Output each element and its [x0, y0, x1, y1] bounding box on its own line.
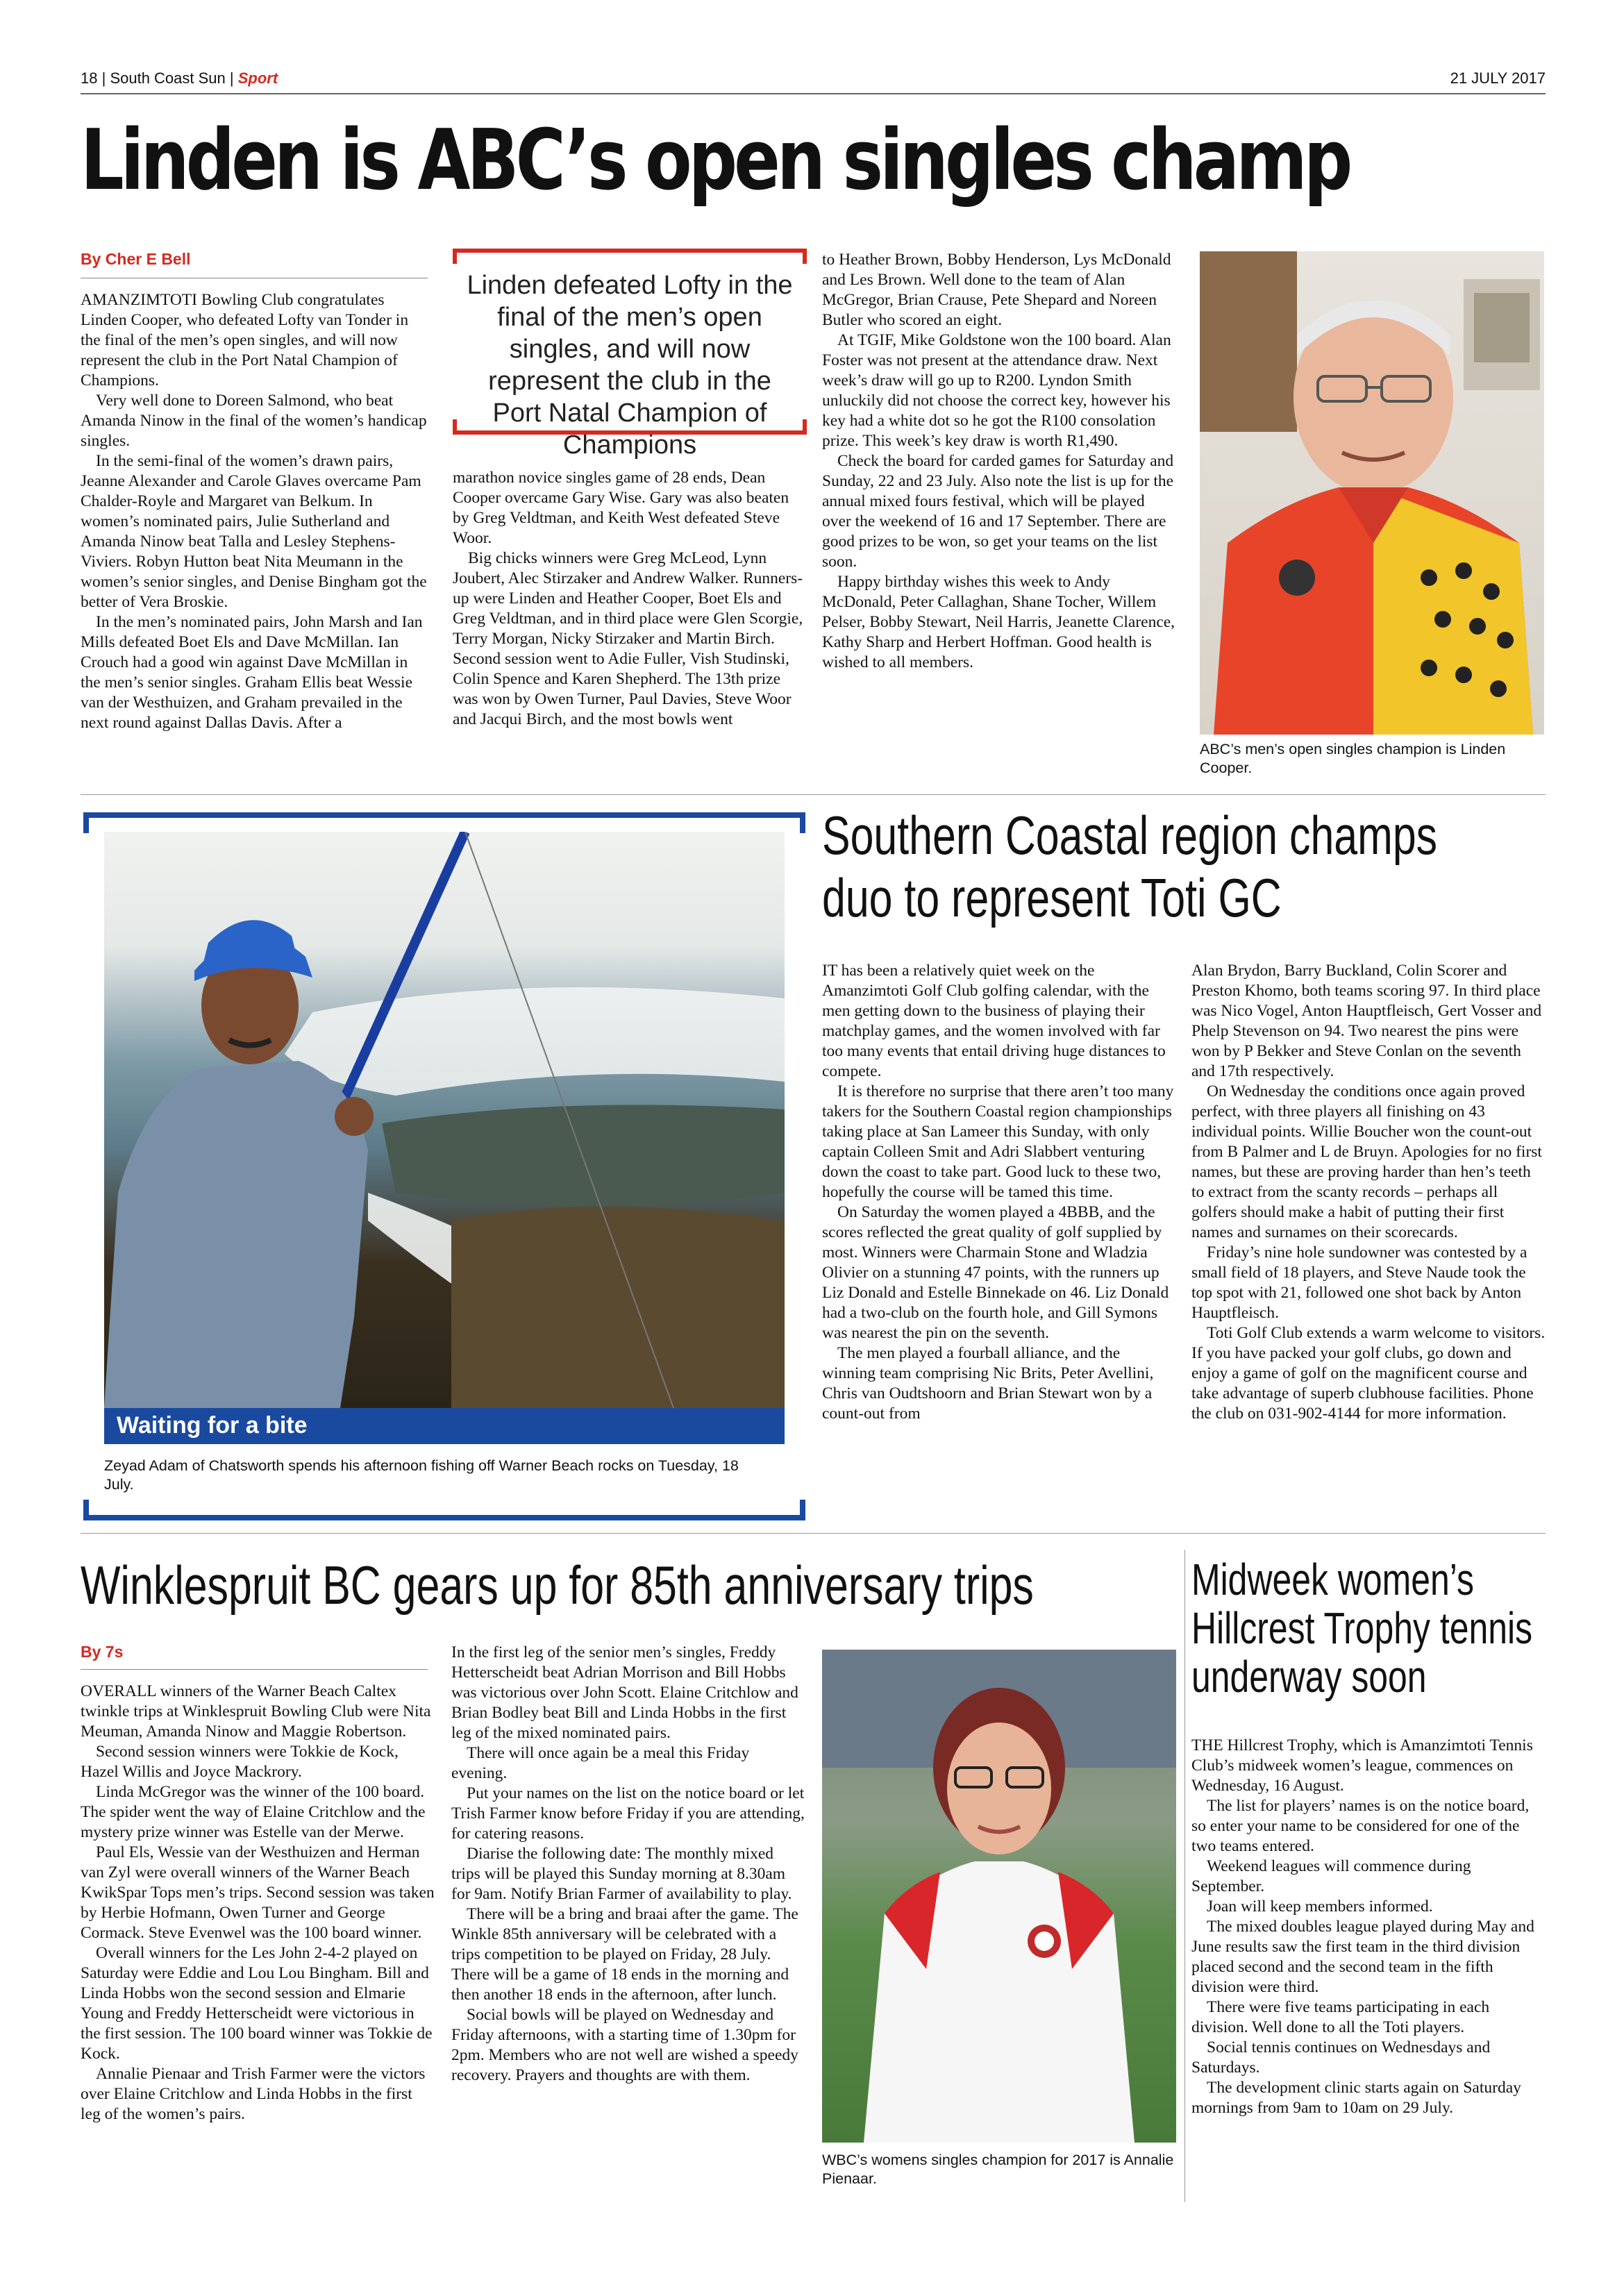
photo-feature-frame — [83, 812, 805, 833]
paragraph: Overall winners for the Les John 2-4-2 played on Saturday were Eddie and Lou Lou Bingham. Bill and Linda Hobbs won the second session and Elmarie Young and Freddy Hetterscheidt were victorious in the first session. The 100 board winner was Tokkie de Kock. — [81, 1944, 433, 2063]
article1-col1 — [81, 290, 428, 733]
article4-headline-line1: Midweek women’s — [1191, 1555, 1474, 1604]
paragraph: At TGIF, Mike Goldstone won the 100 board. Alan Foster was not present at the attendance draw. Next week’s draw will go up to R200. Lyndon Smith unluckily did not choose the correct key, however his key had a white dot so he got the R100 consolation prize. This week’s key draw is worth R1,490. — [822, 331, 1171, 450]
paragraph: It is therefore no surprise that there aren’t too many takers for the Southern Coastal region championships taking place at San Lameer this Sunday, with only captain Colleen Smit and Adri Slabbert venturing down the coast to take part. Good luck to these two, hopefully the course will be tamed this time. — [822, 1082, 1174, 1201]
photo-feature-title: Waiting for a bite — [117, 1412, 308, 1439]
paragraph: The list for players’ names is on the notice board, so enter your name to be considered for one of the two teams entered. — [1191, 1797, 1530, 1855]
paragraph: OVERALL winners of the Warner Beach Caltex twinkle trips at Winklespruit Bowling Club were Nita Meuman, Amanda Ninow and Maggie Robertson. — [81, 1682, 431, 1741]
linden-photo-caption: ABC’s men’s open singles champion is Linden Cooper. — [1200, 741, 1506, 776]
paragraph: In the first leg of the senior men’s singles, Freddy Hetterscheidt beat Adrian Morrison and Bill Hobbs was victorious over John Scott. Elaine Critchlow and Brian Bodley beat Bill and Linda Hobbs in the first leg of the mixed nominated pairs. — [451, 1643, 798, 1742]
article1-headline: Linden is ABC’s open singles champ — [81, 112, 1350, 209]
article3-headline: Winklespruit BC gears up for 85th anniversary trips — [81, 1555, 1034, 1616]
paragraph: The development clinic starts again on Saturday mornings from 9am to 10am on 29 July. — [1191, 2079, 1521, 2117]
article4-headline-line2: Hillcrest Trophy tennis — [1191, 1603, 1533, 1653]
paragraph: Big chicks winners were Greg McLeod, Lynn Joubert, Alec Stirzaker and Andrew Walker. Runners-up were Linden and Heather Cooper, Boet Els and Greg Veldtman, and in third place were Glen Scorgie, Terry Morgan, Nicky Stirzaker and Martin Birch. Second session went to Adie Fuller, Vish Studinski, Colin Spence and Karen Shepherd. The 13th prize was won by Owen Turner, Paul Davies, Steve Woor and Jacqui Birch, and the most bowls went — [453, 549, 803, 728]
section-rule-1 — [81, 794, 1546, 795]
paragraph: Annalie Pienaar and Trish Farmer were the victors over Elaine Critchlow and Linda Hobbs in the first leg of the women’s pairs. — [81, 2065, 426, 2123]
paragraph: marathon novice singles game of 28 ends, Dean Cooper overcame Gary Wise. Gary was also beaten by Greg Veldtman, and Keith West defeated Steve Woor. — [453, 469, 789, 547]
paragraph: In the semi-final of the women’s drawn pairs, Jeanne Alexander and Carole Glaves overcame Pam Chalder-Royle and Margaret van Belkum. In women’s nominated pairs, Julie Sutherland and Amanda Ninow beat Talla and Lesley Stephens-Viviers. Robyn Hutton beat Nita Meumann in the women’s senior singles, and Denise Bingham got the better of Vera Broskie. — [81, 452, 427, 611]
paragraph: On Wednesday the conditions once again proved perfect, with three players all finishing on 43 individual points. Willie Boucher won the count-out from B Palmer and L de Bruyn. Apologies for no first names, but these are proving harder than hen’s teeth to extract from the scanty records – perhaps all golfers should make a habit of putting their first names and surnames on their scorecards. — [1191, 1082, 1542, 1241]
page-header: 18 | South Coast Sun | Sport 21 JULY 2017 — [81, 69, 1546, 87]
annalie-pienaar-photo — [822, 1650, 1176, 2143]
pullquote-bracket-bottom — [453, 419, 807, 435]
photo-feature-frame-bottom — [83, 1500, 805, 1520]
article1-byline: By Cher E Bell — [81, 250, 191, 268]
issue-date: 21 JULY 2017 — [1450, 69, 1546, 87]
paragraph: Diarise the following date: The monthly mixed trips will be played this Sunday morning at 8.30am for 9am. Notify Brian Farmer of availability to play. — [451, 1845, 792, 1903]
paragraph: to Heather Brown, Bobby Henderson, Lys McDonald and Les Brown. Well done to the team of Alan McGregor, Brian Crause, Pete Shepard and Noreen Butler who scored an eight. — [822, 251, 1171, 329]
paragraph: Happy birthday wishes this week to Andy McDonald, Peter Callaghan, Shane Tocher, Willem Pelser, Bobby Stewart, Neil Harris, Jeanette Clarence, Kathy Sharp and Herbert Hoffman. Good health is wished to all members. — [822, 573, 1175, 671]
pullquote-text: Linden defeated Lofty in the final of the men’s open singles, and will now represent the club in the Port Natal Champion of Champions — [467, 271, 793, 460]
article4-divider — [1184, 1550, 1185, 2202]
header-rule — [81, 93, 1546, 94]
publication-name: South Coast Sun — [110, 69, 226, 87]
fisherman-illustration — [104, 832, 785, 1408]
paragraph: Alan Brydon, Barry Buckland, Colin Scorer and Preston Khomo, both teams scoring 97. In third place was Nico Vogel, Anton Hauptfleisch, Gert Vosser and Phelp Stevenson on 94. Two nearest the pins were won by P Bekker and Steve Conlan on the seventh and 17th respectively. — [1191, 962, 1542, 1080]
article4-col — [1191, 1736, 1546, 2118]
paragraph: Put your names on the list on the notice board or let Trish Farmer know before Friday if you are attending, for catering reasons. — [451, 1784, 805, 1843]
pullquote-bracket-top — [453, 249, 807, 264]
paragraph: The men played a fourball alliance, and the winning team comprising Nic Brits, Peter Avellini, Chris van Oudtshoorn and Brian Stewart won by a count-out from — [822, 1344, 1154, 1423]
pullquote-box — [453, 249, 807, 460]
photo-feature-caption: Zeyad Adam of Chatsworth spends his afternoon fishing off Warner Beach rocks on Tuesday, 18 July. — [104, 1457, 739, 1493]
page-number: 18 — [81, 69, 98, 87]
article3-byline: By 7s — [81, 1643, 124, 1661]
linden-cooper-photo — [1200, 251, 1544, 735]
article2-headline-line1: Southern Coastal region champs — [822, 805, 1438, 866]
paragraph: Friday’s nine hole sundowner was contested by a small field of 18 players, and Steve Naude took the top spot with 21, followed one shot back by Anton Hauptfleisch. — [1191, 1243, 1527, 1322]
article2-col1 — [822, 961, 1176, 1424]
paragraph: There will be a bring and braai after the game. The Winkle 85th anniversary will be celebrated with a trips competition to be played on Friday, 28 July. There will be a game of 18 ends in the morning and then another 18 ends in the afternoon, after lunch. — [451, 1905, 798, 2004]
article1-col3 — [822, 250, 1176, 673]
paragraph: Toti Golf Club extends a warm welcome to visitors. If you have packed your golf clubs, go down and enjoy a game of golf on the magnificent course and take advantage of superb clubhouse facilities. Phone the club on 031-902-4144 for more information. — [1191, 1324, 1546, 1423]
paragraph: In the men’s nominated pairs, John Marsh and Ian Mills defeated Boet Els and Dave McMillan. Ian Crouch had a good win against Dave McMillan in the men’s senior singles. Graham Ellis beat Wessie van der Westhuizen, and Graham prevailed in the next round against Dallas Davis. After a — [81, 613, 423, 732]
paragraph: The mixed doubles league played during May and June results saw the first team in the third division placed second and the second team in the fifth division were third. — [1191, 1918, 1534, 1996]
paragraph: Weekend leagues will commence during September. — [1191, 1857, 1471, 1895]
paragraph: Second session winners were Tokkie de Kock, Hazel Willis and Joyce Mackrory. — [81, 1743, 399, 1781]
annalie-illustration — [822, 1650, 1176, 2143]
paragraph: Linda McGregor was the winner of the 100 board. The spider went the way of Elaine Critchlow and the mystery prize winner was Estelle van der Merwe. — [81, 1783, 426, 1841]
paragraph: Check the board for carded games for Saturday and Sunday, 22 and 23 July. Also note the list is up for the annual mixed fours festival, which will be played over the weekend of 16 and 17 September. There are good prizes to be won, so get your teams on the list soon. — [822, 452, 1174, 571]
paragraph: IT has been a relatively quiet week on the Amanzimtoti Golf Club golfing calendar, with the men getting down to the business of playing their matchplay games, and the women involved with far too many events that entail driving huge distances to compete. — [822, 962, 1166, 1080]
linden-cooper-illustration — [1200, 251, 1544, 735]
paragraph: On Saturday the women played a 4BBB, and the scores reflected the great quality of golf supplied by most. Winners were Charmain Stone and Wladzia Olivier on a stunning 47 points, with the runners up Liz Donald and Estelle Binnekade on 46. Liz Donald had a two-club on the fourth hole, and Gill Symons was nearest the pin on the seventh. — [822, 1203, 1169, 1342]
article3-col1 — [81, 1682, 435, 2125]
section-rule-2 — [81, 1533, 1546, 1534]
paragraph: Paul Els, Wessie van der Westhuizen and Herman van Zyl were overall winners of the Warner Beach KwikSpar Tops men’s trips. Second session was taken by Herbie Hofmann, Owen Turner and George Cormack. Steve Evenwel was the 100 board winner. — [81, 1843, 435, 1942]
paragraph: Social bowls will be played on Wednesday and Friday afternoons, with a starting time of 1.30pm for 2pm. Members who are not well are wished a speedy recovery. Prayers and thoughts are with them. — [451, 2006, 798, 2084]
article3-col2 — [451, 1643, 805, 2086]
paragraph: Joan will keep members informed. — [1207, 1897, 1433, 1916]
byline-rule-3 — [81, 1669, 428, 1670]
paragraph: Social tennis continues on Wednesdays and Saturdays. — [1191, 2038, 1491, 2077]
article2-headline-line2: duo to represent Toti GC — [822, 867, 1282, 928]
fisherman-photo — [104, 832, 785, 1408]
article4-headline-line3: underway soon — [1191, 1652, 1427, 1702]
article1-col2 — [453, 468, 807, 730]
annalie-photo-caption: WBC’s womens singles champion for 2017 is Annalie Pienaar. — [822, 2152, 1174, 2187]
section-name: Sport — [237, 69, 278, 87]
paragraph: There will once again be a meal this Friday evening. — [451, 1744, 750, 1782]
paragraph: AMANZIMTOTI Bowling Club congratulates Linden Cooper, who defeated Lofty van Tonder in the final of the men’s open singles, and will now represent the club in the Port Natal Champion of Champions. — [81, 291, 409, 389]
paragraph: Very well done to Doreen Salmond, who beat Amanda Ninow in the final of the women’s handicap singles. — [81, 392, 427, 450]
paragraph: There were five teams participating in each division. Well done to all the Toti players. — [1191, 1998, 1490, 2036]
article2-col2 — [1191, 961, 1546, 1424]
paragraph: THE Hillcrest Trophy, which is Amanzimtoti Tennis Club’s midweek women’s league, commences on Wednesday, 16 August. — [1191, 1736, 1533, 1795]
